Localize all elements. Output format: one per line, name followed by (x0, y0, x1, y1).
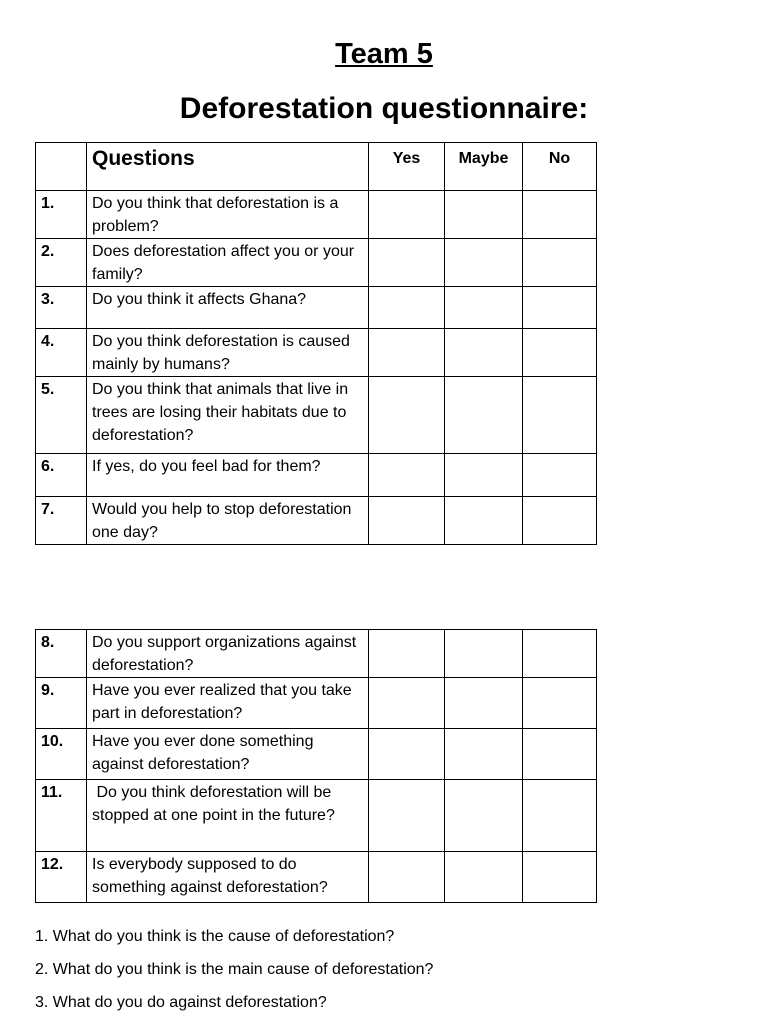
question-row (36, 852, 597, 903)
answer-cell-yes[interactable] (369, 497, 445, 545)
questions-body-2 (36, 630, 597, 903)
question-row (36, 329, 597, 377)
questions-body-1 (36, 191, 597, 545)
answer-cell-yes[interactable] (369, 287, 445, 329)
answer-cell-no[interactable] (523, 454, 597, 497)
answer-cell-maybe[interactable] (445, 377, 523, 454)
answer-cell-no[interactable] (523, 497, 597, 545)
question-number: 3. (36, 287, 87, 329)
answer-cell-maybe[interactable] (445, 454, 523, 497)
answer-cell-yes[interactable] (369, 852, 445, 903)
answer-cell-maybe[interactable] (445, 287, 523, 329)
answer-cell-yes[interactable] (369, 377, 445, 454)
question-number: 1. (36, 191, 87, 239)
open-question-2: 2. What do you think is the main cause of deforestation? (35, 961, 434, 978)
answer-cell-no[interactable] (523, 329, 597, 377)
answer-cell-yes[interactable] (369, 630, 445, 678)
question-row (36, 678, 597, 729)
answer-cell-yes[interactable] (369, 191, 445, 239)
answer-cell-maybe[interactable] (445, 630, 523, 678)
questionnaire-table-1 (35, 142, 597, 545)
question-row (36, 287, 597, 329)
answer-cell-yes[interactable] (369, 678, 445, 729)
answer-cell-yes[interactable] (369, 329, 445, 377)
answer-cell-yes[interactable] (369, 239, 445, 287)
open-question-1: 1. What do you think is the cause of deforestation? (35, 928, 395, 945)
question-number: 12. (36, 852, 87, 903)
question-text: Do you think that deforestation is a problem? (87, 191, 369, 239)
no-header: No (523, 143, 597, 191)
question-row (36, 454, 597, 497)
answer-cell-maybe[interactable] (445, 191, 523, 239)
answer-cell-maybe[interactable] (445, 852, 523, 903)
answer-cell-maybe[interactable] (445, 678, 523, 729)
question-number: 4. (36, 329, 87, 377)
answer-cell-no[interactable] (523, 729, 597, 780)
team-title: Team 5 (335, 38, 433, 70)
question-number: 5. (36, 377, 87, 454)
answer-cell-no[interactable] (523, 678, 597, 729)
question-text: Would you help to stop deforestation one day? (87, 497, 369, 545)
answer-cell-no[interactable] (523, 191, 597, 239)
answer-cell-yes[interactable] (369, 729, 445, 780)
answer-cell-maybe[interactable] (445, 497, 523, 545)
question-number: 6. (36, 454, 87, 497)
number-header (36, 143, 87, 191)
yes-header: Yes (369, 143, 445, 191)
question-row (36, 377, 597, 454)
answer-cell-no[interactable] (523, 377, 597, 454)
question-text: Is everybody supposed to do something against deforestation? (87, 852, 369, 903)
question-row (36, 497, 597, 545)
question-number: 9. (36, 678, 87, 729)
question-text: If yes, do you feel bad for them? (87, 454, 369, 497)
question-text: Do you think deforestation will be stopped at one point in the future? (87, 780, 369, 852)
question-row (36, 239, 597, 287)
question-row (36, 729, 597, 780)
maybe-header: Maybe (445, 143, 523, 191)
question-number: 10. (36, 729, 87, 780)
question-number: 2. (36, 239, 87, 287)
question-text: Do you think it affects Ghana? (87, 287, 369, 329)
question-text: Do you think deforestation is caused mainly by humans? (87, 329, 369, 377)
answer-cell-no[interactable] (523, 287, 597, 329)
questionnaire-title: Deforestation questionnaire: (179, 92, 589, 125)
answer-cell-maybe[interactable] (445, 239, 523, 287)
questionnaire-table-2 (35, 629, 597, 903)
question-text: Have you ever done something against deforestation? (87, 729, 369, 780)
questions-header: Questions (87, 143, 369, 191)
question-text: Do you think that animals that live in trees are losing their habitats due to deforestation? (87, 377, 369, 454)
answer-cell-no[interactable] (523, 239, 597, 287)
question-text: Do you support organizations against deforestation? (87, 630, 369, 678)
answer-cell-maybe[interactable] (445, 729, 523, 780)
question-text: Does deforestation affect you or your family? (87, 239, 369, 287)
answer-cell-no[interactable] (523, 852, 597, 903)
answer-cell-no[interactable] (523, 630, 597, 678)
answer-cell-maybe[interactable] (445, 329, 523, 377)
question-number: 8. (36, 630, 87, 678)
answer-cell-yes[interactable] (369, 780, 445, 852)
question-text: Have you ever realized that you take part in deforestation? (87, 678, 369, 729)
question-row (36, 630, 597, 678)
table-header-row (36, 143, 597, 191)
question-row (36, 191, 597, 239)
question-number: 7. (36, 497, 87, 545)
open-question-3: 3. What do you do against deforestation? (35, 994, 327, 1011)
answer-cell-yes[interactable] (369, 454, 445, 497)
question-row (36, 780, 597, 852)
answer-cell-maybe[interactable] (445, 780, 523, 852)
question-number: 11. (36, 780, 87, 852)
answer-cell-no[interactable] (523, 780, 597, 852)
